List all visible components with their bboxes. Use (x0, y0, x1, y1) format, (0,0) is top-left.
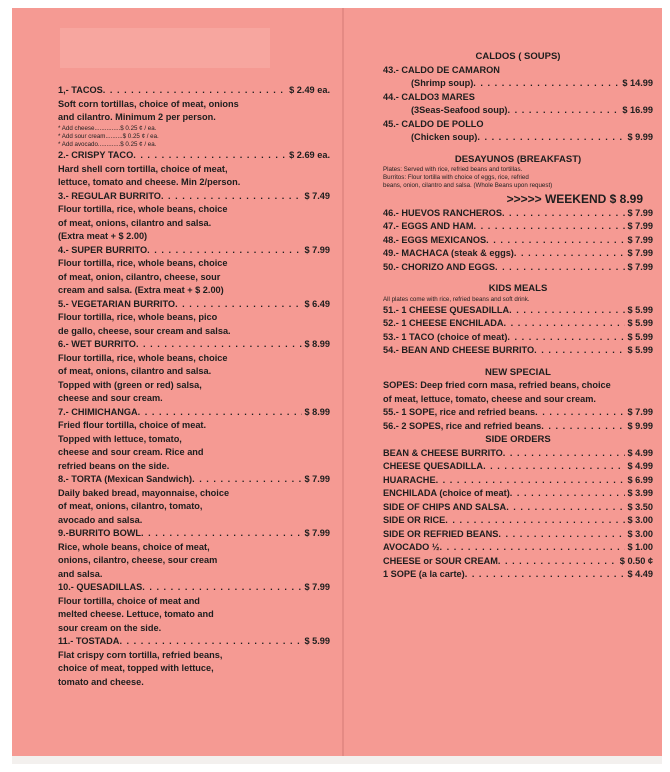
dot-leader (477, 131, 625, 145)
faded-heading-area (60, 28, 270, 68)
menu-item-row (383, 541, 653, 555)
menu-item (58, 84, 330, 149)
menu-item (58, 406, 330, 474)
menu-item (58, 244, 330, 298)
item-description: sour cream on the side. (58, 622, 162, 633)
item-name: BEAN & CHEESE BURRITO (383, 447, 503, 458)
menu-item-row (58, 298, 330, 312)
item-description: refried beans on the side. (58, 460, 170, 471)
dot-leader (534, 344, 625, 358)
item-price: $ 3.50 (627, 501, 653, 512)
item-name: SIDE OR REFRIED BEANS (383, 528, 499, 539)
item-description: Topped with lettuce, tomato, (58, 433, 182, 444)
menu-item-row (383, 555, 653, 569)
item-name: SIDE OR RICE (383, 515, 446, 526)
dot-leader (103, 84, 287, 98)
menu-item-row (383, 568, 653, 582)
item-price: $ 3.00 (627, 528, 653, 539)
dot-leader (161, 190, 303, 204)
item-price: $ 3.99 (627, 488, 653, 499)
menu-item-row (383, 261, 653, 275)
item-price: $ 1.00 (627, 542, 653, 553)
item-name: 55.- 1 SOPE, rice and refried beans (383, 407, 536, 418)
spacer (383, 145, 653, 153)
paper-edge (12, 756, 662, 764)
menu-item-row (58, 190, 330, 204)
dot-leader (514, 247, 626, 261)
special-description: of meat, lettuce, tomato, cheese and sour cream. (383, 393, 596, 404)
item-name: 47.- EGGS AND HAM (383, 221, 474, 232)
item-description: de gallo, cheese, sour cream and salsa. (58, 325, 231, 336)
item-description: Topped with (green or red) salsa, (58, 379, 202, 390)
dot-leader (507, 331, 625, 345)
dot-leader (474, 220, 626, 234)
menu-item-row (383, 474, 653, 488)
item-note: * Add sour cream..........$ 0.25 ¢ / ea. (58, 132, 159, 140)
dot-leader (192, 473, 302, 487)
item-price: $ 7.99 (304, 582, 330, 593)
item-description: cheese and sour cream. (58, 393, 163, 404)
panel-fold (342, 8, 344, 758)
item-name: SIDE OF CHIPS AND SALSA (383, 501, 507, 512)
dot-leader (483, 460, 625, 474)
item-name: CHEESE or SOUR CREAM (383, 555, 498, 566)
item-price: $ 5.99 (627, 318, 653, 329)
dot-leader (503, 447, 626, 461)
item-description: (Extra meat + $ 2.00) (58, 231, 148, 242)
menu-item-row (383, 447, 653, 461)
dot-leader (465, 568, 626, 582)
spacer (383, 274, 653, 282)
item-price: $ 7.99 (627, 221, 653, 232)
sides-heading: SIDE ORDERS (485, 434, 551, 446)
item-description: Flour tortilla, rice, whole beans, pico (58, 312, 218, 323)
special-description: SOPES: Deep fried corn masa, refried beans, choice (383, 380, 611, 391)
item-note: * Add avocado.............$ 0.25 ¢ / ea. (58, 140, 157, 148)
menu-item (58, 635, 330, 689)
menu-item-row (58, 527, 330, 541)
menu-item-row (58, 581, 330, 595)
dot-leader (138, 406, 303, 420)
item-price: $ 7.99 (627, 234, 653, 245)
item-price: $ 9.99 (627, 132, 653, 142)
item-description: lettuce, tomato and cheese. Min 2/person. (58, 177, 241, 188)
menu-item-row (383, 304, 653, 318)
dot-leader (510, 487, 626, 501)
item-description: tomato and cheese. (58, 676, 144, 687)
menu-item-row (383, 406, 653, 420)
item-description: of meat, onions, cilantro, tomato, (58, 501, 203, 512)
item-description: Flour tortilla, rice, whole beans, choice (58, 204, 228, 215)
dot-leader (141, 527, 302, 541)
item-note: * Add cheese...............$ 0.25 ¢ / ea. (58, 124, 157, 132)
menu-item-row (383, 131, 653, 145)
item-price: $ 7.99 (304, 474, 330, 485)
kids-note: All plates come with rice, refried beans and soft drink. (383, 295, 530, 303)
item-description: Hard shell corn tortilla, choice of meat, (58, 163, 228, 174)
item-price: $ 8.99 (304, 406, 330, 417)
menu-item-row (383, 460, 653, 474)
item-name: 49.- MACHACA (steak & eggs) (383, 248, 514, 259)
breakfast-heading: DESAYUNOS (BREAKFAST) (454, 153, 582, 165)
dot-leader (509, 304, 625, 318)
item-price: $ 3.00 (627, 515, 653, 526)
dot-leader (136, 338, 303, 352)
item-name: 10.- QUESADILLAS (58, 582, 143, 593)
item-name: 3.- REGULAR BURRITO (58, 190, 161, 201)
item-price: $ 7.99 (627, 407, 653, 418)
menu-item-row (383, 501, 653, 515)
dot-leader (495, 261, 625, 275)
item-name: ENCHILADA (choice of meat) (383, 488, 510, 499)
menu-item-row (58, 473, 330, 487)
item-price: $ 16.99 (622, 105, 653, 115)
dot-leader (473, 77, 620, 91)
menu-item-row (58, 635, 330, 649)
menu-item-row (383, 104, 653, 118)
item-price: $ 4.49 (627, 569, 653, 580)
left-menu-column (58, 84, 330, 689)
breakfast-note: Plates: Served with rice, refried beans and tortillas. (383, 166, 523, 173)
menu-item-row (383, 420, 653, 434)
soups-heading: CALDOS ( SOUPS) (475, 51, 561, 62)
item-price: $ 2.49 ea. (289, 85, 330, 95)
item-name: 11.- TOSTADA (58, 636, 120, 647)
menu-item (58, 473, 330, 527)
item-name: AVOCADO ½ (383, 542, 440, 553)
dot-leader (133, 149, 287, 163)
item-price: $ 5.99 (627, 345, 653, 356)
item-price: $ 5.99 (627, 331, 653, 342)
item-description: Flour tortilla, rice, whole beans, choice (58, 352, 228, 363)
item-name: 46.- HUEVOS RANCHEROS (383, 207, 502, 218)
dot-leader (440, 541, 626, 555)
special-heading: NEW SPECIAL (485, 366, 551, 378)
item-description: Flour tortilla, choice of meat and (58, 595, 200, 606)
spacer (383, 358, 653, 366)
item-name: 7.- CHIMICHANGA (58, 406, 138, 417)
right-menu-column (383, 50, 653, 582)
item-description: of meat, onion, cilantro, cheese, sour (58, 271, 221, 282)
item-description: cheese and sour cream. Rice and (58, 447, 204, 458)
item-description: Fried flour tortilla, choice of meat. (58, 420, 207, 431)
item-price: $ 5.99 (627, 304, 653, 315)
item-price: $ 6.99 (627, 474, 653, 485)
item-description: Flour tortilla, rice, whole beans, choice (58, 258, 228, 269)
soup-name: 45.- CALDO DE POLLO (383, 118, 484, 129)
item-description: avocado and salsa. (58, 514, 143, 525)
item-price: $ 7.99 (627, 261, 653, 272)
item-description: choice of meat, topped with lettuce, (58, 663, 214, 674)
item-price: $ 0.50 ¢ (619, 555, 653, 566)
item-name: (3Seas-Seafood soup) (411, 105, 508, 115)
item-name: 50.- CHORIZO AND EGGS (383, 261, 495, 272)
item-price: $ 14.99 (622, 78, 653, 88)
item-name: CHEESE QUESADILLA (383, 461, 484, 472)
breakfast-note: beans, onion, cilantro and salsa. (Whole Beans upon request) (383, 182, 553, 190)
dot-leader (506, 501, 625, 515)
item-name: 4.- SUPER BURRITO (58, 244, 148, 255)
menu-item-row (383, 487, 653, 501)
menu-item-row (383, 234, 653, 248)
item-price: $ 7.99 (627, 207, 653, 218)
menu-item-row (58, 406, 330, 420)
dot-leader (486, 234, 625, 248)
menu-item (58, 338, 330, 406)
item-price: $ 9.99 (627, 420, 653, 431)
item-name: 5.- VEGETARIAN BURRITO (58, 298, 176, 309)
item-description: of meat, onions, cilantro and salsa. (58, 217, 212, 228)
item-description: Flat crispy corn tortilla, refried beans, (58, 649, 223, 660)
menu-item-row (58, 338, 330, 352)
item-name: 56.- 2 SOPES, rice and refried beans (383, 420, 542, 431)
menu-item-row (383, 344, 653, 358)
item-description: cream and salsa. (Extra meat + $ 2.00) (58, 285, 224, 296)
dot-leader (142, 581, 302, 595)
dot-leader (445, 514, 625, 528)
item-description: melted cheese. Lettuce, tomato and (58, 609, 214, 620)
menu-item (58, 527, 330, 581)
dot-leader (498, 555, 618, 569)
menu-item-row (58, 149, 330, 163)
item-name: HUARACHE (383, 474, 436, 485)
dot-leader (175, 298, 302, 312)
soup-name: 43.- CALDO DE CAMARON (383, 64, 500, 75)
menu-item-row (383, 77, 653, 91)
dot-leader (503, 317, 625, 331)
item-price: $ 4.99 (627, 461, 653, 472)
item-price: $ 7.49 (304, 190, 330, 201)
menu-item-row (383, 317, 653, 331)
dot-leader (436, 474, 626, 488)
item-name: 2.- CRISPY TACO (58, 150, 134, 161)
item-name: (Chicken soup) (411, 132, 478, 142)
dot-leader (498, 528, 625, 542)
dot-leader (502, 207, 626, 221)
item-price: $ 6.49 (304, 298, 330, 309)
item-name: 52.- 1 CHEESE ENCHILADA (383, 318, 504, 329)
menu-item-row (383, 247, 653, 261)
dot-leader (508, 104, 621, 118)
item-price: $ 7.99 (304, 528, 330, 539)
menu-item-row (383, 514, 653, 528)
item-price: $ 8.99 (304, 339, 330, 350)
item-description: of meat, onions, cilantro and salsa. (58, 366, 212, 377)
item-name: 51.- 1 CHEESE QUESADILLA (383, 304, 510, 315)
item-description: Soft corn tortillas, choice of meat, onions (58, 98, 239, 109)
item-price: $ 7.99 (627, 248, 653, 259)
weekend-price: >>>>> WEEKEND $ 8.99 (506, 191, 643, 206)
dot-leader (535, 406, 625, 420)
item-price: $ 5.99 (304, 636, 330, 647)
item-name: 1 SOPE (a la carte) (383, 569, 465, 580)
item-price: $ 2.69 ea. (289, 150, 330, 161)
menu-item-row (383, 528, 653, 542)
item-name: 8.- TORTA (Mexican Sandwich) (58, 474, 193, 485)
menu-item-row (383, 331, 653, 345)
breakfast-note: Burritos: Flour tortilla with choice of eggs, rice, refried (383, 174, 529, 182)
soup-name: 44.- CALDO3 MARES (383, 91, 475, 102)
item-name: 1,- TACOS (58, 85, 103, 95)
item-description: onions, cilantro, cheese, sour cream (58, 555, 218, 566)
menu-item-row (383, 220, 653, 234)
item-name: 6.- WET BURRITO (58, 339, 136, 350)
dot-leader (541, 420, 625, 434)
item-name: (Shrimp soup) (411, 78, 474, 88)
menu-item-row (58, 84, 330, 98)
menu-item (58, 149, 330, 190)
item-price: $ 7.99 (304, 244, 330, 255)
item-description: Daily baked bread, mayonnaise, choice (58, 487, 230, 498)
kids-heading: KIDS MEALS (488, 283, 548, 295)
dot-leader (147, 244, 302, 258)
menu-item-row (383, 207, 653, 221)
item-description: and cilantro. Minimum 2 per person. (58, 112, 216, 122)
item-name: 54.- BEAN AND CHEESE BURRITO (383, 345, 535, 356)
menu-item-row (58, 244, 330, 258)
item-name: 9.-BURRITO BOWL (58, 528, 142, 539)
item-price: $ 4.99 (627, 447, 653, 458)
menu-item (58, 581, 330, 635)
menu-item (58, 298, 330, 339)
item-name: 53.- 1 TACO (choice of meat) (383, 331, 508, 342)
menu-item (58, 190, 330, 244)
dot-leader (119, 635, 302, 649)
item-description: Rice, whole beans, choice of meat, (58, 541, 210, 552)
item-description: and salsa. (58, 568, 103, 579)
item-name: 48.- EGGS MEXICANOS (383, 234, 487, 245)
